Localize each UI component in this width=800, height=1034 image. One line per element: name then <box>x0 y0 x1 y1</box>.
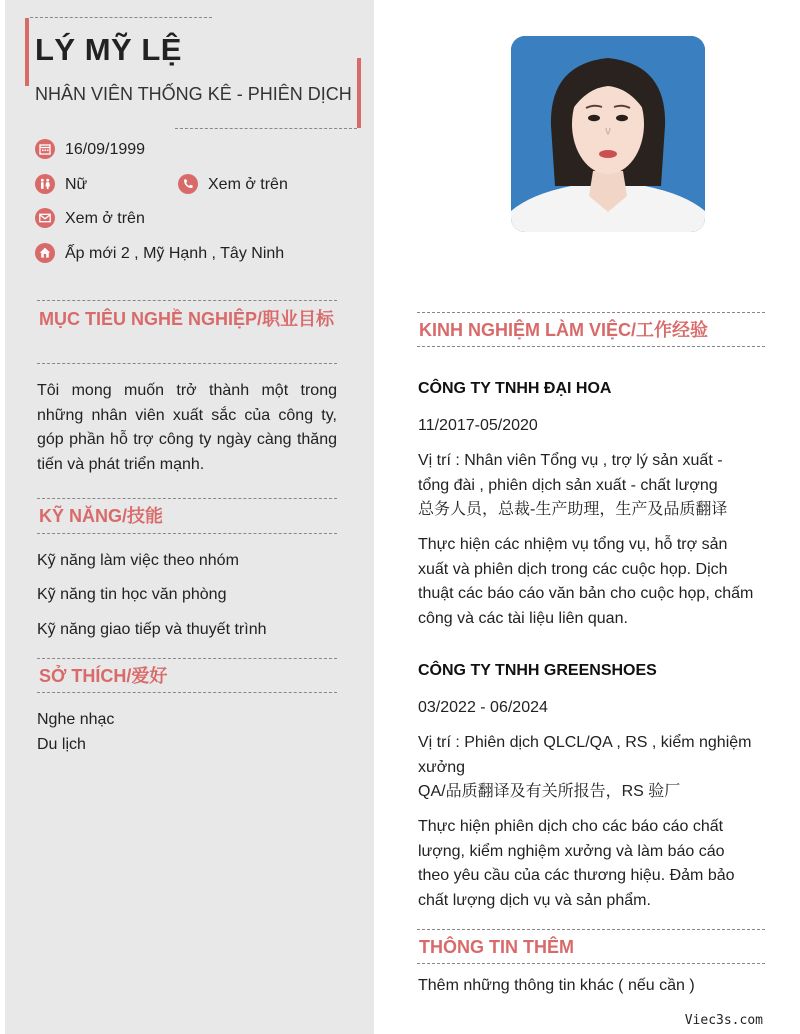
experience-divider-top <box>417 312 765 313</box>
header-accent-bar-right <box>357 58 361 128</box>
job-period: 03/2022 - 06/2024 <box>418 699 548 716</box>
skills-title: KỸ NĂNG/技能 <box>39 506 164 526</box>
extra-title: THÔNG TIN THÊM <box>419 937 574 957</box>
hobby-item: Nghe nhạc <box>37 711 115 728</box>
calendar-icon <box>35 139 55 159</box>
experience-title: KINH NGHIỆM LÀM VIỆC/工作经验 <box>419 320 709 340</box>
skill-item: Kỹ năng giao tiếp và thuyết trình <box>37 621 267 638</box>
email-value: Xem ở trên <box>65 210 145 227</box>
experience-divider-bottom <box>417 346 765 347</box>
skills-divider-bottom <box>37 533 337 534</box>
hobbies-divider-bottom <box>37 692 337 693</box>
objective-text: Tôi mong muốn trở thành một trong những nhân viên xuất sắc của công ty, góp phần hỗ trợ công ty ngày càng thăng tiến và phát triển mạnh. <box>37 382 337 473</box>
job-position: Vị trí : Phiên dịch QLCL/QA , RS , kiểm nghiệm xưởng <box>418 734 752 776</box>
hobbies-title: SỞ THÍCH/爱好 <box>39 666 168 686</box>
job-position-chinese: QA/品质翻译及有关所报告，RS 验厂 <box>418 783 681 800</box>
objective-divider-bottom <box>37 363 337 364</box>
candidate-name: LÝ MỸ LỆ <box>35 32 182 67</box>
hobbies-divider-top <box>37 658 337 659</box>
extra-divider-bottom <box>417 963 765 964</box>
job-period: 11/2017-05/2020 <box>418 417 538 434</box>
company-name: CÔNG TY TNHH GREENSHOES <box>418 662 657 679</box>
footer-brand: Viec3s.com <box>684 1013 763 1028</box>
skill-item: Kỹ năng làm việc theo nhóm <box>37 552 239 569</box>
skill-item: Kỹ năng tin học văn phòng <box>37 586 227 603</box>
header-top-divider <box>30 17 212 18</box>
gender-value: Nữ <box>65 176 88 193</box>
phone-value: Xem ở trên <box>208 176 288 193</box>
objective-divider-top <box>37 300 337 301</box>
hobby-item: Du lịch <box>37 736 86 753</box>
job-description: Thực hiện phiên dịch cho các báo cáo chất lượng, kiểm nghiệm xưởng và làm báo cáo theo yêu cầu của các thương hiệu. Đảm bảo chất lượng dịch vụ và sản phẩm. <box>418 818 735 909</box>
extra-divider-top <box>417 929 765 930</box>
email-icon <box>35 208 55 228</box>
objective-title: MỤC TIÊU NGHỀ NGHIỆP/职业目标 <box>39 309 335 329</box>
phone-icon <box>178 174 198 194</box>
home-icon <box>35 243 55 263</box>
skills-divider-top <box>37 498 337 499</box>
company-name: CÔNG TY TNHH ĐẠI HOA <box>418 380 612 397</box>
dob-value: 16/09/1999 <box>65 141 146 158</box>
extra-text: Thêm những thông tin khác ( nếu cần ) <box>418 977 695 994</box>
job-title: NHÂN VIÊN THỐNG KÊ - PHIÊN DỊCH <box>35 84 352 104</box>
profile-photo <box>511 36 705 232</box>
header-accent-bar-left <box>25 18 29 86</box>
job-position: Vị trí : Nhân viên Tổng vụ , trợ lý sản xuất - tổng đài , phiên dịch sản xuất - chất lượng <box>418 452 723 494</box>
gender-icon <box>35 174 55 194</box>
job-description: Thực hiện các nhiệm vụ tổng vụ, hỗ trợ sản xuất và phiên dịch trong các cuộc họp. Dịch thuật các báo cáo văn bản cho cuộc họp, chấm công và các tài liệu liên quan. <box>418 536 754 627</box>
header-bottom-divider <box>175 128 357 129</box>
address-value: Ấp mới 2 , Mỹ Hạnh , Tây Ninh <box>65 245 285 262</box>
job-position-chinese: 总务人员，总裁-生产助理，生产及品质翻译 <box>418 501 728 518</box>
